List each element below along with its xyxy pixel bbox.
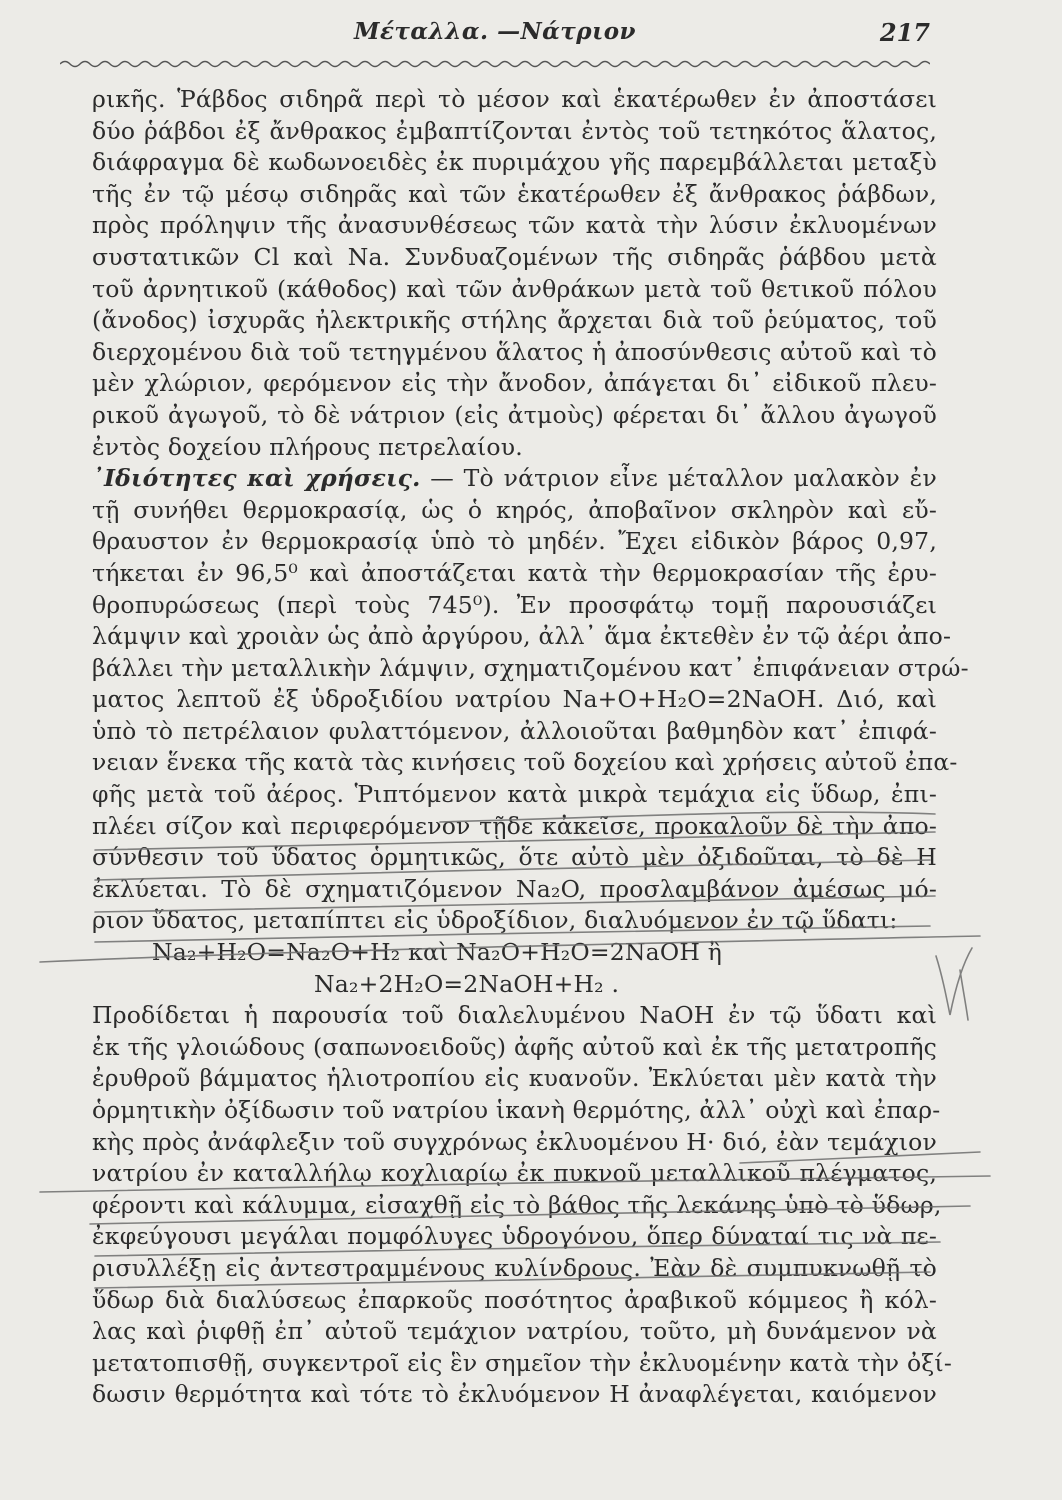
pencil-mark xyxy=(960,970,968,1020)
section-line xyxy=(92,463,937,495)
section-heading-rest: — Τὸ νάτριον εἶνε μέταλλον μαλακὸν ἐν xyxy=(420,464,937,493)
text-line: τῇ συνήθει θερμοκρασίᾳ, ὡς ὁ κηρός, ἀποβαῖνον σκληρὸν καὶ εὔ- xyxy=(92,495,937,524)
running-title: Μέταλλα. —Νάτριον xyxy=(353,18,636,45)
equation-1: Na₂+H₂O=Na₂O+H₂ καὶ Na₂O+H₂O=2NaOH ἢ xyxy=(152,938,722,967)
equation-2: Na₂+2H₂O=2NaOH+H₂ . xyxy=(314,969,620,998)
text-line: σύνθεσιν τοῦ ὕδατος ὁρμητικῶς, ὅτε αὐτὸ μὲν ὀξιδοῦται, τὸ δὲ H xyxy=(92,843,937,872)
text-line: τήκεται ἐν 96,5⁰ καὶ ἀποστάζεται κατὰ τὴν θερμοκρασίαν τῆς ἐρυ- xyxy=(92,558,937,587)
text-line: ρικῆς. Ῥάβδος σιδηρᾶ περὶ τὸ μέσον καὶ ἑκατέρωθεν ἐν ἀποστάσει xyxy=(92,85,937,113)
text-line: διάφραγμα δὲ κωδωνοειδὲς ἐκ πυριμάχου γῆς παρεμβάλλεται μεταξὺ xyxy=(92,148,937,177)
text-line: μὲν χλώριον, φερόμενον εἰς τὴν ἄνοδον, ἀπάγεται δι᾿ εἰδικοῦ πλευ- xyxy=(92,369,937,398)
section-heading: ᾿Ιδιότητες καὶ χρήσεις. xyxy=(92,464,421,493)
text-line: Προδίδεται ἡ παρουσία τοῦ διαλελυμένου NaOH ἐν τῷ ὕδατι καὶ xyxy=(92,1001,937,1030)
text-line: τοῦ ἀρνητικοῦ (κάθοδος) καὶ τῶν ἀνθράκων μετὰ τοῦ θετικοῦ πόλου xyxy=(92,274,937,303)
text-line: ρικοῦ ἀγωγοῦ, τὸ δὲ νάτριον (εἰς ἀτμοὺς) φέρεται δι᾿ ἄλλου ἀγωγοῦ xyxy=(92,400,937,429)
text-line: δύο ῥάβδοι ἐξ ἄνθρακος ἐμβαπτίζονται ἐντὸς τοῦ τετηκότος ἅλατος, xyxy=(92,116,937,145)
body-text xyxy=(92,84,969,1411)
text-line: πρὸς πρόληψιν τῆς ἀνασυνθέσεως τῶν κατὰ τὴν λύσιν ἐκλυομένων xyxy=(92,211,937,240)
text-line: ριον ὕδατος, μεταπίπτει εἰς ὑδροξίδιον, διαλυόμενον ἐν τῷ ὕδατι: xyxy=(92,906,898,935)
text-line: πλέει σίζον καὶ περιφερόμενον τῇδε κἀκεῖσε, προκαλοῦν δὲ τὴν ἀπο- xyxy=(92,811,937,840)
text-line: τῆς ἐν τῷ μέσῳ σιδηρᾶς καὶ τῶν ἑκατέρωθεν ἐξ ἄνθρακος ῥάβδων, xyxy=(92,179,937,208)
text-line: θροπυρώσεως (περὶ τοὺς 745⁰). Ἐν προσφάτῳ τομῇ παρουσιάζει xyxy=(92,590,937,619)
text-line: λας καὶ ῥιφθῇ ἐπ᾿ αὐτοῦ τεμάχιον νατρίου, τοῦτο, μὴ δυνάμενον νὰ xyxy=(92,1317,937,1346)
text-line: διερχομένου διὰ τοῦ τετηγμένου ἅλατος ἡ ἀποσύνθεσις αὐτοῦ καὶ τὸ xyxy=(92,337,937,366)
text-line: ὕδωρ διὰ διαλύσεως ἐπαρκοῦς ποσότητος ἀραβικοῦ κόμμεος ἢ κόλ- xyxy=(92,1285,937,1314)
text-line: νατρίου ἐν καταλλήλῳ κοχλιαρίῳ ἐκ πυκνοῦ μεταλλικοῦ πλέγματος, xyxy=(92,1159,937,1188)
text-line: βάλλει τὴν μεταλλικὴν λάμψιν, σχηματιζομένου κατ᾿ ἐπιφάνειαν στρώ- xyxy=(92,653,969,682)
text-line: ἐκφεύγουσι μεγάλαι πομφόλυγες ὑδρογόνου, ὅπερ δύναταί τις νὰ πε- xyxy=(92,1222,937,1251)
text-line: δωσιν θερμότητα καὶ τότε τὸ ἐκλυόμενον H ἀναφλέγεται, καιόμενον xyxy=(92,1380,937,1409)
text-line: ρισυλλέξῃ εἰς ἀντεστραμμένους κυλίνδρους. Ἐὰν δὲ συμπυκνωθῇ τὸ xyxy=(92,1253,937,1282)
page-number: 217 xyxy=(879,18,930,47)
text-line: (ἄνοδος) ἰσχυρᾶς ἠλεκτρικῆς στήλης ἄρχεται διὰ τοῦ ῥεύματος, τοῦ xyxy=(92,306,937,335)
text-line: θραυστον ἐν θερμοκρασίᾳ ὑπὸ τὸ μηδέν. Ἔχει εἰδικὸν βάρος 0,97, xyxy=(92,527,937,556)
text-line: ὑπὸ τὸ πετρέλαιον φυλαττόμενον, ἀλλοιοῦται βαθμηδὸν κατ᾿ ἐπιφά- xyxy=(92,716,937,745)
text-line: ἐντὸς δοχείου πλήρους πετρελαίου. xyxy=(92,432,523,461)
text-line: λάμψιν καὶ χροιὰν ὡς ἀπὸ ἀργύρου, ἀλλ᾿ ἅμα ἐκτεθὲν ἐν τῷ ἀέρι ἀπο- xyxy=(92,622,952,651)
page-header xyxy=(60,18,930,58)
text-line: ἐρυθροῦ βάμματος ἡλιοτροπίου εἰς κυανοῦν. Ἐκλύεται μὲν κατὰ τὴν xyxy=(92,1064,937,1093)
text-line: ἐκ τῆς γλοιώδους (σαπωνοειδοῦς) ἀφῆς αὐτοῦ καὶ ἐκ τῆς μετατροπῆς xyxy=(92,1032,937,1061)
text-line: συστατικῶν Cl καὶ Na. Συνδυαζομένων τῆς σιδηρᾶς ῥάβδου μετὰ xyxy=(92,242,937,271)
text-line: μετατοπισθῇ, συγκεντροῖ εἰς ἓν σημεῖον τὴν ἐκλυομένην κατὰ τὴν ὀξί- xyxy=(92,1348,952,1377)
pencil-mark xyxy=(936,948,972,1015)
text-line: ματος λεπτοῦ ἐξ ὑδροξιδίου νατρίου Na+O+H₂O=2NaOH. Διό, καὶ xyxy=(92,685,937,714)
text-line: φέροντι καὶ κάλυμμα, εἰσαχθῇ εἰς τὸ βάθος τῆς λεκάνης ὑπὸ τὸ ὕδωρ, xyxy=(92,1190,942,1219)
text-line: φῆς μετὰ τοῦ ἀέρος. Ῥιπτόμενον κατὰ μικρὰ τεμάχια εἰς ὕδωρ, ἐπι- xyxy=(92,780,937,809)
text-line: ὁρμητικὴν ὀξίδωσιν τοῦ νατρίου ἱκανὴ θερμότης, ἀλλ᾿ οὐχὶ καὶ ἐπαρ- xyxy=(92,1096,941,1124)
text-line: κὴς πρὸς ἀνάφλεξιν τοῦ συγχρόνως ἐκλυομένου H· διό, ἐὰν τεμάχιον xyxy=(92,1127,937,1156)
header-wavy-rule xyxy=(60,58,930,70)
text-line: ἐκλύεται. Τὸ δὲ σχηματιζόμενον Na₂O, προσλαμβάνον ἀμέσως μό- xyxy=(92,874,937,903)
text-line: νειαν ἕνεκα τῆς κατὰ τὰς κινήσεις τοῦ δοχείου καὶ χρήσεις αὐτοῦ ἐπα- xyxy=(92,748,958,777)
